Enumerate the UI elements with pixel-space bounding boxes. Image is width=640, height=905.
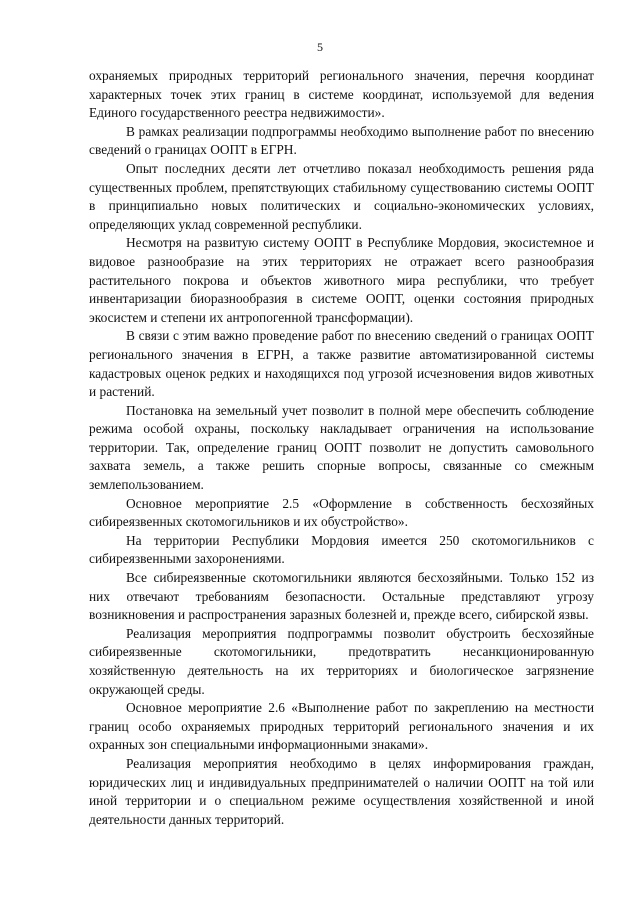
paragraph-6: Постановка на земельный учет позволит в полной мере обеспечить соблюдение режима особой охраны, поскольку накладывает ограничения на использование территории. Так, определение границ ООПТ позволит не допустить самовольного захвата земель, а также решить спорные вопросы, связанные со смежным землепользованием. [89,402,594,493]
page-number: 5 [317,40,323,54]
paragraph-9: Все сибиреязвенные скотомогильники являются бесхозяйными. Только 152 из них отвечают требованиям безопасности. Остальные представляют угрозу возникновения и распространения заразных болезней и, прежде всего, сибирской язвы. [89,570,594,623]
paragraph-4: Несмотря на развитую систему ООПТ в Республике Мордовия, экосистемное и видовое разнообразие на этих территориях не отражает всего разнообразия растительного покрова и объектов животного мира республики, что требует инвентаризации биоразнообразия в системе ООПТ, оценки состояния природных экосистем и степени их антропогенной трансформации). [89,235,594,325]
paragraph-3: Опыт последних десяти лет отчетливо показал необходимость решения ряда существенных проблем, препятствующих стабильному существованию системы ООПТ в принципиально новых политических и социально-экономических условиях, определяющих уклад современной республики. [89,160,594,232]
paragraph-7: Основное мероприятие 2.5 «Оформление в собственность бесхозяйных сибиреязвенных скотомогильников и их обустройство». [89,495,594,530]
paragraph-10: Реализация мероприятия подпрограммы позволит обустроить бесхозяйные сибиреязвенные скотомогильники, предотвратить несанкционированную хозяйственную деятельность на их территориях и биологическое загрязнение окружающей среды. [89,625,594,697]
paragraph-11: Основное мероприятие 2.6 «Выполнение работ по закреплению на местности границ особо охраняемых природных территорий регионального значения и их охранных зон специальными информационными знаками». [89,700,594,753]
paragraph-5: В связи с этим важно проведение работ по внесению сведений о границах ООПТ регионального значения в ЕГРН, а также развитие автоматизированной системы кадастровых оценок редких и находящихся под угрозой исчезновения видов животных и растений. [89,328,594,400]
paragraph-2: В рамках реализации подпрограммы необходимо выполнение работ по внесению сведений о границах ООПТ в ЕГРН. [89,123,594,158]
paragraph-1: охраняемых природных территорий регионального значения, перечня координат характерных точек этих границ в системе координат, используемой для ведения Единого государственного реестра недвижимости». [89,68,594,121]
document-body [89,67,594,829]
paragraph-12: Реализация мероприятия необходимо в целях информирования граждан, юридических лиц и индивидуальных предпринимателей о наличии ООПТ на той или иной территории и о специальном режиме осуществления хозяйственной и иной деятельности данных территорий. [89,755,594,827]
paragraph-8: На территории Республики Мордовия имеется 250 скотомогильников с сибиреязвенными захоронениями. [89,532,594,567]
